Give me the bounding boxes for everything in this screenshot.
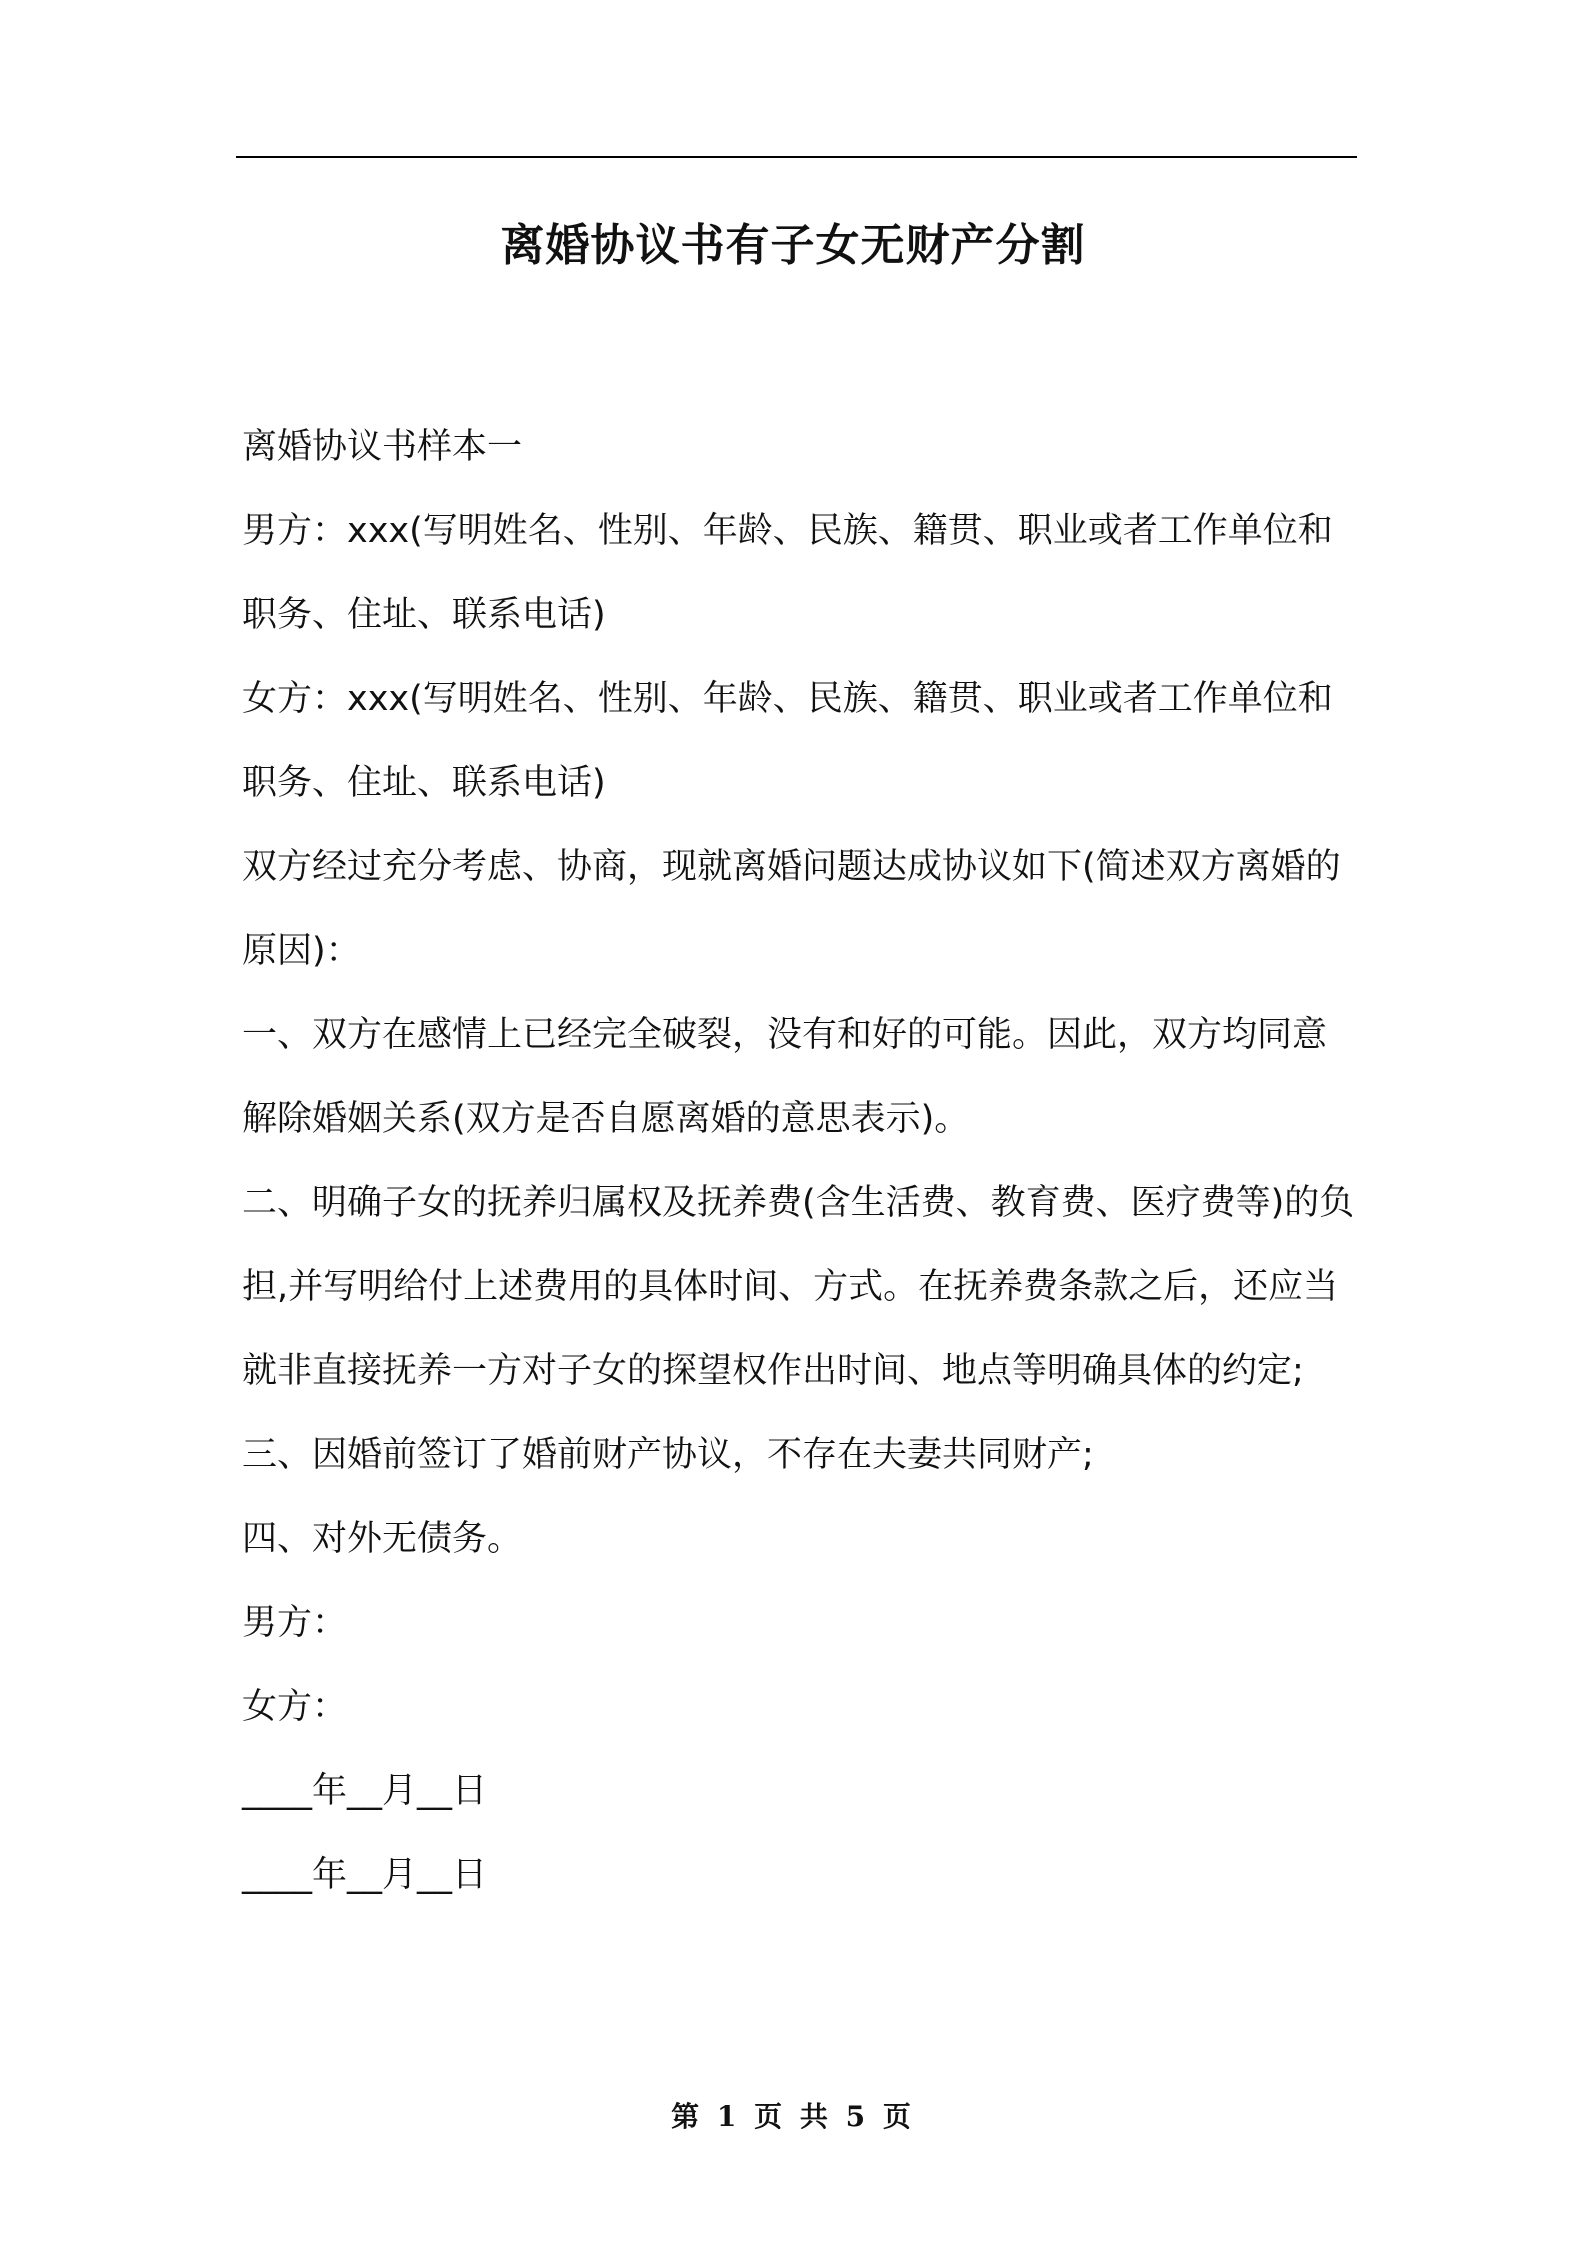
clause-one: 一、双方在感情上已经完全破裂，没有和好的可能。因此，双方均同意解除婚姻关系(双方是否自愿离婚的意思表示)。 (242, 1015, 1328, 1139)
clause-three: 三、因婚前签订了婚前财产协议，不存在夫妻共同财产; (242, 1435, 1094, 1475)
paragraph-sample-heading: 离婚协议书样本一 (242, 427, 523, 467)
date-line-1: ____年__月__日 (242, 1771, 488, 1811)
paragraph-preamble: 双方经过充分考虑、协商，现就离婚问题达成协议如下(简述双方离婚的原因)： (242, 847, 1341, 971)
date-line-2: ____年__月__日 (242, 1855, 488, 1895)
signature-female: 女方： (242, 1687, 348, 1727)
document-body (242, 405, 1358, 1917)
document-title: 离婚协议书有子女无财产分割 (500, 220, 1086, 271)
signature-male: 男方： (242, 1603, 348, 1643)
paragraph-female-party: 女方：xxx(写明姓名、性别、年龄、民族、籍贯、职业或者工作单位和职务、住址、联系电话) (242, 679, 1333, 803)
header-rule (236, 156, 1357, 158)
clause-two: 二、明确子女的抚养归属权及抚养费(含生活费、教育费、医疗费等)的负担,并写明给付上述费用的具体时间、方式。在抚养费条款之后，还应当就非直接抚养一方对子女的探望权作出时间、地点等明确具体的约定; (242, 1183, 1355, 1391)
clause-four: 四、对外无债务。 (242, 1519, 523, 1559)
paragraph-male-party: 男方：xxx(写明姓名、性别、年龄、民族、籍贯、职业或者工作单位和职务、住址、联系电话) (242, 511, 1333, 635)
page-number-footer: 第 1 页 共 5 页 (671, 2100, 915, 2133)
